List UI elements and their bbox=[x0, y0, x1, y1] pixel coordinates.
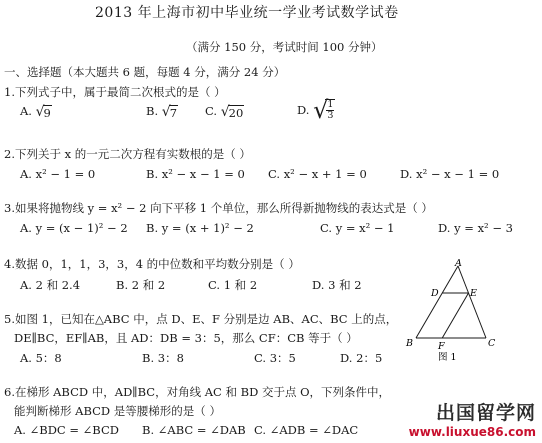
vertex-b-label: B bbox=[406, 338, 413, 349]
point-f-label: F bbox=[438, 341, 445, 352]
question-4-option-b: B. 2 和 2 bbox=[116, 278, 166, 292]
question-2-option-d: D. x² − x − 1 = 0 bbox=[400, 167, 500, 181]
question-3-stem: 3.如果将抛物线 y = x² − 2 向下平移 1 个单位，那么所得新抛物线的表达式是（ ） bbox=[4, 201, 433, 215]
figure-caption: 图 1 bbox=[438, 352, 457, 362]
question-6-option-b: B. ∠ABC = ∠DAB bbox=[142, 423, 246, 437]
question-4-option-a: A. 2 和 2.4 bbox=[20, 278, 81, 292]
question-2-stem: 2.下列关于 x 的一元二次方程有实数根的是（ ） bbox=[4, 147, 251, 161]
exam-title: 2013 年上海市初中毕业统一学业考试数学试卷 bbox=[95, 5, 399, 21]
question-1-option-a bbox=[20, 104, 52, 120]
question-3-option-c: C. y = x² − 1 bbox=[320, 221, 395, 235]
question-6-line-2: 能判断梯形 ABCD 是等腰梯形的是（ ） bbox=[14, 404, 221, 418]
side-ac bbox=[458, 266, 486, 338]
section-heading: 一、选择题（本大题共 6 题，每题 4 分，满分 24 分） bbox=[4, 65, 286, 79]
exam-subtitle: （满分 150 分，考试时间 100 分钟） bbox=[186, 40, 383, 54]
question-6-line-1: 6.在梯形 ABCD 中，AD∥BC，对角线 AC 和 BD 交于点 O，下列条件中， bbox=[4, 385, 391, 399]
question-2-option-a: A. x² − 1 = 0 bbox=[20, 167, 96, 181]
question-1-option-b bbox=[146, 104, 178, 120]
question-5-option-a: A. 5：8 bbox=[20, 351, 62, 365]
radical: √9 bbox=[35, 104, 51, 120]
option-label: C. bbox=[205, 104, 218, 118]
question-6-option-a: A. ∠BDC = ∠BCD bbox=[14, 423, 119, 437]
radical: √7 bbox=[161, 104, 178, 120]
watermark-site-name: 出国留学网 bbox=[435, 402, 536, 424]
question-3-option-a: A. y = (x − 1)² − 2 bbox=[20, 221, 128, 235]
segment-ef bbox=[442, 293, 468, 338]
question-2-option-b: B. x² − x − 1 = 0 bbox=[146, 167, 245, 181]
question-1-option-c bbox=[205, 104, 244, 120]
question-4-option-c: C. 1 和 2 bbox=[208, 278, 258, 292]
question-4-stem: 4.数据 0，1，1，3，3，4 的中位数和平均数分别是（ ） bbox=[4, 257, 300, 271]
question-3-option-d: D. y = x² − 3 bbox=[438, 221, 513, 235]
site-watermark bbox=[409, 398, 536, 439]
question-1-stem: 1.下列式子中，属于最简二次根式的是（ ） bbox=[4, 85, 226, 99]
triangle-figure bbox=[398, 258, 502, 362]
question-4-option-d: D. 3 和 2 bbox=[312, 278, 362, 292]
question-6-option-c: C. ∠ADB = ∠DAC bbox=[254, 423, 359, 437]
vertex-a-label: A bbox=[455, 258, 462, 269]
radical: √20 bbox=[220, 104, 244, 120]
side-ab bbox=[416, 266, 458, 338]
point-d-label: D bbox=[431, 288, 439, 299]
question-2-option-c: C. x² − x + 1 = 0 bbox=[268, 167, 367, 181]
question-5-option-d: D. 2：5 bbox=[340, 351, 383, 365]
question-1-option-d bbox=[297, 96, 335, 124]
fraction: $\frac{1}{3}$ bbox=[327, 99, 334, 121]
radical: √ $\frac{1}{3}$ bbox=[313, 96, 334, 124]
watermark-url: www.liuxue86.com bbox=[408, 425, 536, 439]
option-label: B. bbox=[146, 104, 159, 118]
option-label: A. bbox=[20, 104, 32, 118]
question-5-option-c: C. 3：5 bbox=[254, 351, 296, 365]
question-5-line-1: 5.如图 1，已知在△ABC 中，点 D、E、F 分别是边 AB、AC、BC 上的点， bbox=[4, 312, 398, 326]
question-3-option-b: B. y = (x + 1)² − 2 bbox=[146, 221, 254, 235]
point-e-label: E bbox=[470, 288, 477, 299]
question-5-option-b: B. 3：8 bbox=[142, 351, 184, 365]
question-5-line-2: DE∥BC，EF∥AB，且 AD：DB = 3：5，那么 CF：CB 等于（ ） bbox=[14, 331, 358, 345]
vertex-c-label: C bbox=[488, 338, 496, 349]
option-label: D. bbox=[297, 103, 310, 117]
